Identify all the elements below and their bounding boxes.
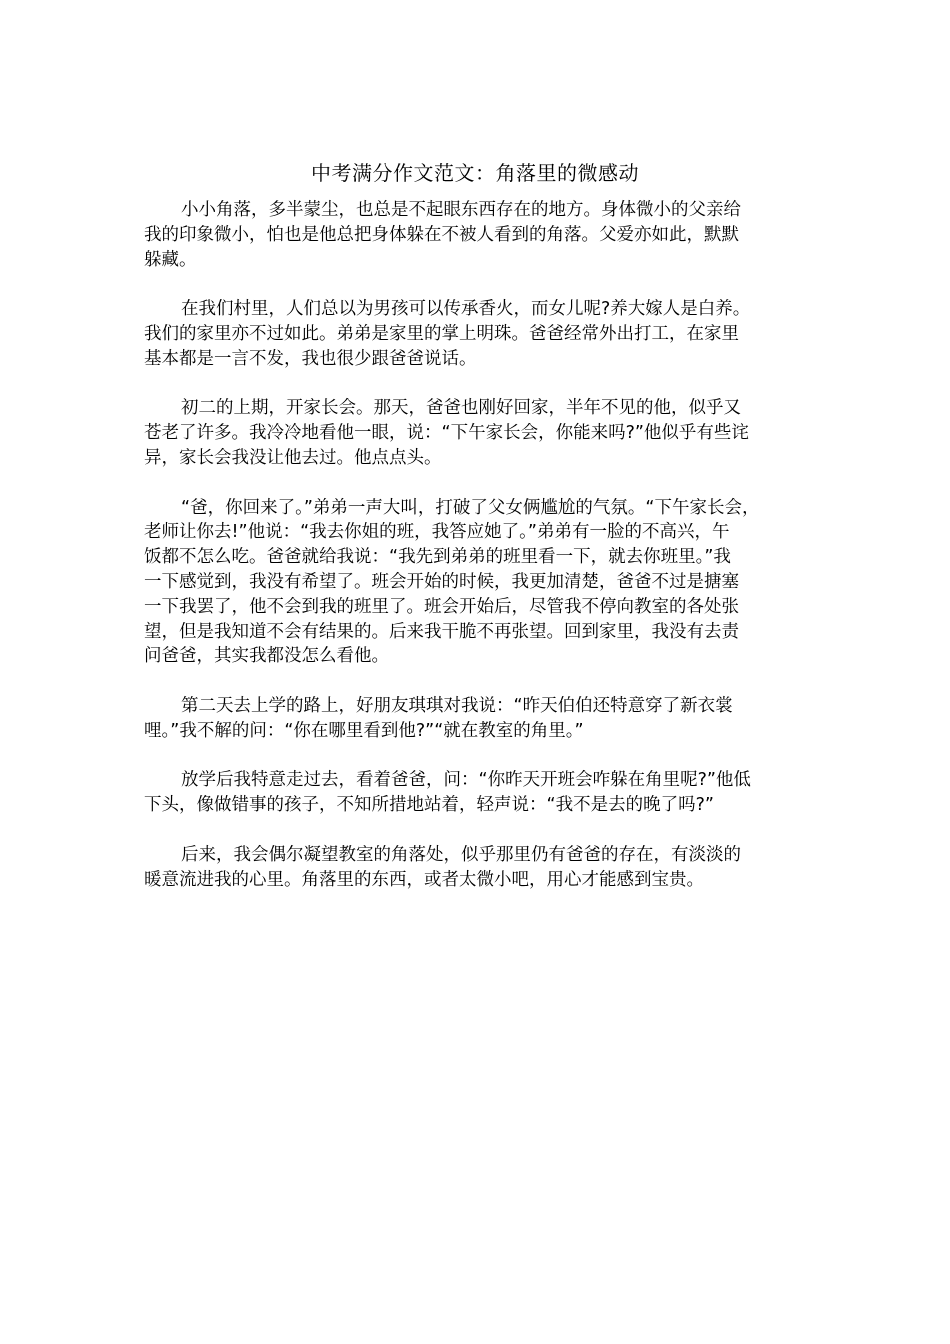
text-line: 老师让你去!”他说：“我去你姐的班，我答应她了。”弟弟有一脸的不高兴，午 xyxy=(144,522,730,543)
text-line: 一下感觉到，我没有希望了。班会开始的时候，我更加清楚，爸爸不过是搪塞 xyxy=(144,571,739,592)
text-line: “爸，你回来了。”弟弟一声大叫，打破了父女俩尴尬的气氛。“下午家长会， xyxy=(181,497,760,518)
paragraph-spacer xyxy=(144,744,828,769)
paragraph-2 xyxy=(144,297,828,371)
paragraph-1 xyxy=(144,198,828,272)
paragraph-4 xyxy=(144,496,828,670)
text-line: 哩。”我不解的问：“你在哪里看到他?”“就在教室的角里。” xyxy=(144,720,584,741)
text-line: 初二的上期，开家长会。那天，爸爸也刚好回家，半年不见的他，似乎又 xyxy=(181,398,741,419)
paragraph-spacer xyxy=(144,272,828,297)
text-line: 后来，我会偶尔凝望教室的角落处，似乎那里仍有爸爸的存在，有淡淡的 xyxy=(181,844,741,865)
paragraph-7 xyxy=(144,843,828,893)
text-line: 异，家长会我没让他去过。他点点头。 xyxy=(144,447,442,468)
text-line: 第二天去上学的路上，好朋友琪琪对我说：“昨天伯伯还特意穿了新衣裳 xyxy=(181,695,733,716)
text-line: 望，但是我知道不会有结果的。后来我干脆不再张望。回到家里，我没有去责 xyxy=(144,621,739,642)
text-line: 下头，像做错事的孩子，不知所措地站着，轻声说：“我不是去的晚了吗?” xyxy=(144,795,714,816)
text-line: 饭都不怎么吃。爸爸就给我说：“我先到弟弟的班里看一下，就去你班里。”我 xyxy=(144,547,731,568)
text-line: 在我们村里，人们总以为男孩可以传承香火，而女儿呢?养大嫁人是白养。 xyxy=(181,299,751,320)
text-line: 苍老了许多。我冷冷地看他一眼，说：“下午家长会，你能来吗?”他似乎有些诧 xyxy=(144,423,749,444)
paragraph-6 xyxy=(144,768,828,818)
text-line: 放学后我特意走过去，看着爸爸，问：“你昨天开班会咋躲在角里呢?”他低 xyxy=(181,770,751,791)
paragraph-5 xyxy=(144,694,828,744)
paragraph-spacer xyxy=(144,372,828,397)
text-line: 躲藏。 xyxy=(144,249,197,270)
text-line: 一下我罢了，他不会到我的班里了。班会开始后，尽管我不停向教室的各处张 xyxy=(144,596,739,617)
text-line: 小小角落，多半蒙尘，也总是不起眼东西存在的地方。身体微小的父亲给 xyxy=(181,200,741,220)
text-line: 我们的家里亦不过如此。弟弟是家里的掌上明珠。爸爸经常外出打工，在家里 xyxy=(144,323,739,344)
document-title: 中考满分作文范文：角落里的微感动 xyxy=(311,161,639,185)
paragraph-spacer xyxy=(144,818,828,843)
text-line: 暖意流进我的心里。角落里的东西，或者太微小吧，用心才能感到宝贵。 xyxy=(144,869,704,890)
paragraph-3 xyxy=(144,396,828,470)
paragraph-spacer xyxy=(144,669,828,694)
text-line: 问爸爸，其实我都没怎么看他。 xyxy=(144,646,389,667)
article-body xyxy=(144,198,828,892)
text-line: 我的印象微小，怕也是他总把身体躲在不被人看到的角落。父爱亦如此，默默 xyxy=(144,224,739,245)
text-line: 基本都是一言不发，我也很少跟爸爸说话。 xyxy=(144,348,477,369)
paragraph-spacer xyxy=(144,471,828,496)
